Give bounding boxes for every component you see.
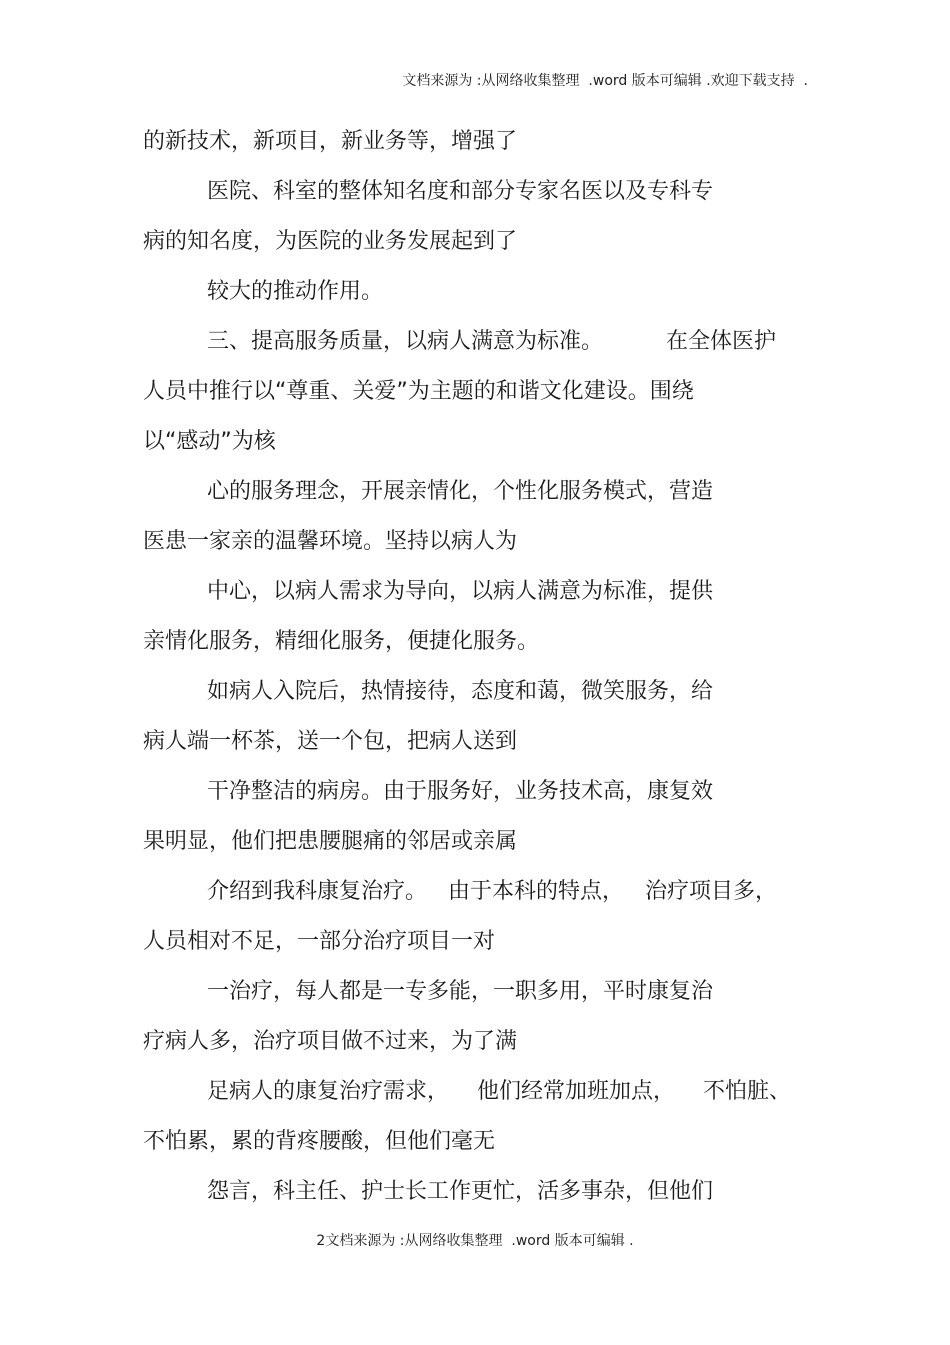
body-line: 介绍到我科康复治疗。 由于本科的特点， 治疗项目多， bbox=[207, 879, 777, 904]
body-line: 足病人的康复治疗需求， 他们经常加班加点， 不怕脏、 bbox=[207, 1079, 791, 1104]
body-line: 果明显，他们把患腰腿痛的邻居或亲属 bbox=[143, 829, 518, 854]
body-line: 医院、科室的整体知名度和部分专家名医以及专科专 bbox=[207, 179, 714, 204]
body-line: 人员中推行以“尊重、关爱”为主题的和谐文化建设。围绕 bbox=[143, 379, 694, 404]
body-line: 以“感动”为核 bbox=[143, 429, 276, 454]
body-line: 人员相对不足，一部分治疗项目一对 bbox=[143, 929, 496, 954]
body-line: 心的服务理念，开展亲情化，个性化服务模式，营造 bbox=[207, 479, 714, 504]
body-line: 一治疗，每人都是一专多能，一职多用，平时康复治 bbox=[207, 979, 714, 1004]
page-header: 文档来源为 :从网络收集整理 .word 版本可编辑 .欢迎下载支持 . bbox=[402, 73, 808, 89]
body-line: 怨言，科主任、护士长工作更忙，活多事杂，但他们 bbox=[207, 1179, 714, 1204]
body-line: 干净整洁的病房。由于服务好，业务技术高，康复效 bbox=[207, 779, 714, 804]
body-line: 亲情化服务，精细化服务，便捷化服务。 bbox=[143, 629, 540, 654]
page-footer: 2文档来源为 :从网络收集整理 .word 版本可编辑 . bbox=[316, 1233, 634, 1249]
body-line: 病的知名度，为医院的业务发展起到了 bbox=[143, 229, 518, 254]
body-line: 疗病人多，治疗项目做不过来，为了满 bbox=[143, 1029, 518, 1054]
body-line: 医患一家亲的温馨环境。坚持以病人为 bbox=[143, 529, 518, 554]
body-line: 如病人入院后，热情接待，态度和蔼，微笑服务，给 bbox=[207, 679, 714, 704]
body-line: 较大的推动作用。 bbox=[207, 279, 384, 304]
body-line: 三、提高服务质量，以病人满意为标准。 在全体医护 bbox=[207, 329, 776, 354]
body-line: 中心，以病人需求为导向，以病人满意为标准，提供 bbox=[207, 579, 714, 604]
body-line: 不怕累，累的背疼腰酸，但他们毫无 bbox=[143, 1129, 496, 1154]
body-line: 病人端一杯茶，送一个包，把病人送到 bbox=[143, 729, 518, 754]
body-line: 的新技术，新项目，新业务等，增强了 bbox=[143, 129, 518, 154]
